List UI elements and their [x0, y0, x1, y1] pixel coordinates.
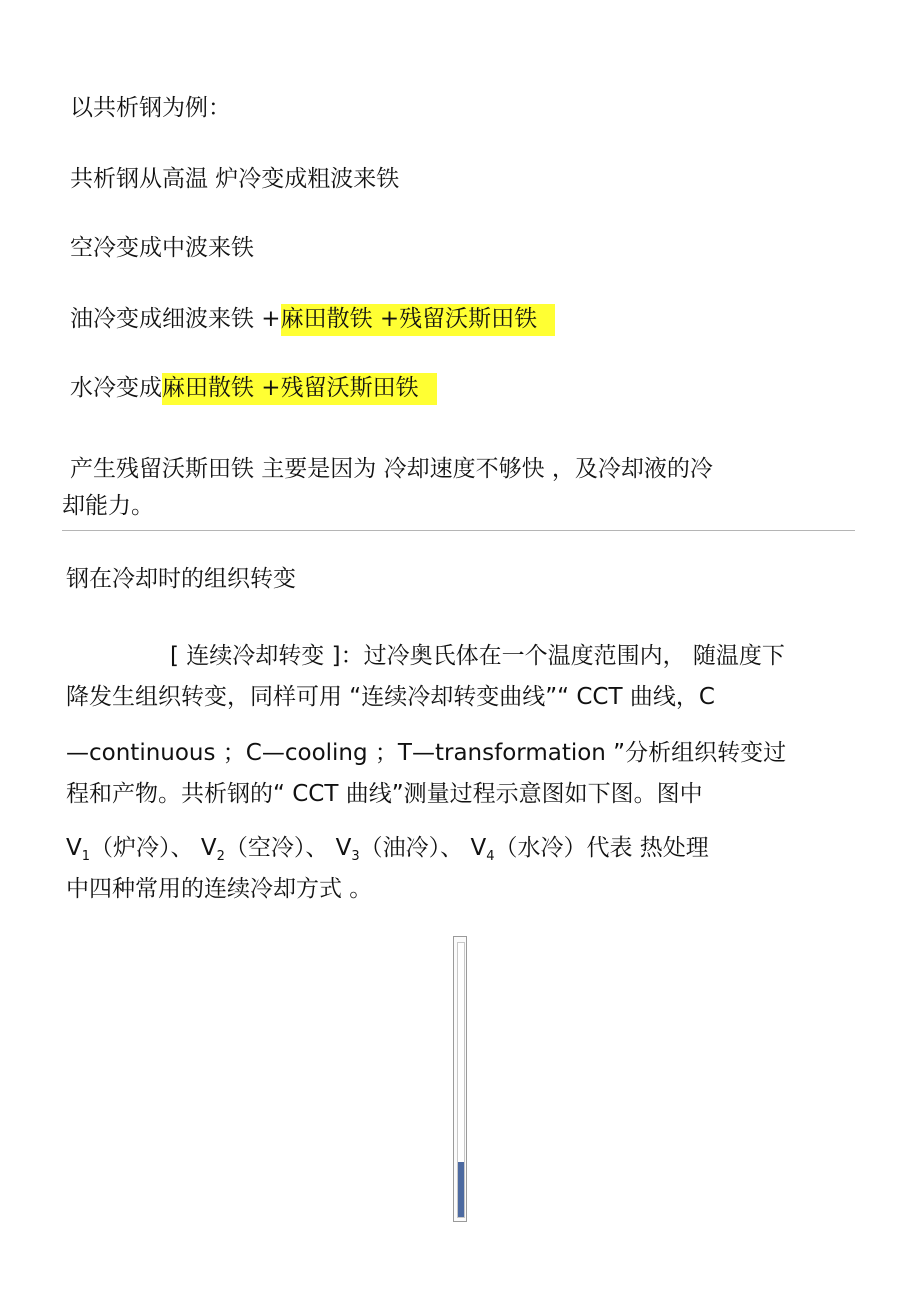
v-subscript-4: 4: [486, 849, 495, 864]
oil-cooling-text: 油冷变成细波来铁 +: [70, 306, 281, 332]
v-subscript-3: 3: [351, 849, 360, 864]
paragraph-line-4: 程和产物。共析钢的“ CCT 曲线”测量过程示意图如下图。图中: [66, 781, 703, 807]
paragraph-line-2: 降发生组织转变，同样可用 “连续冷却转变曲线”“ CCT 曲线，C: [66, 684, 715, 710]
v-label: V: [66, 835, 82, 861]
paragraph-line-1: [ 连续冷却转变 ]：过冷奥氏体在一个温度范围内， 随温度下: [170, 643, 785, 669]
line-water-cooling: [70, 372, 437, 404]
line-furnace-cooling: 共析钢从高温 炉冷变成粗波来铁: [70, 166, 400, 192]
line-air-cooling: 空冷变成中波来铁: [70, 235, 254, 261]
line-retained-austenite: 产生残留沃斯田铁 主要是因为 冷却速度不够快 ，及冷却液的冷: [70, 456, 713, 482]
line-intro: 以共析钢为例：: [70, 95, 231, 121]
vertical-scrollbar[interactable]: [453, 936, 467, 1222]
furnace-label: （炉冷）、 V: [90, 835, 217, 861]
water-label: （水冷）代表 热处理: [494, 835, 709, 861]
line-cooling-ability: 却能力。: [62, 493, 154, 519]
water-cooling-text: 水冷变成: [70, 375, 162, 401]
air-label: （空冷）、 V: [224, 835, 352, 861]
line-oil-cooling: [70, 303, 555, 335]
paragraph-line-6: 中四种常用的连续冷却方式 。: [66, 876, 373, 902]
section-heading: 钢在冷却时的组织转变: [66, 566, 296, 592]
v-subscript-1: 1: [81, 849, 91, 864]
v-subscript-2: 2: [216, 849, 225, 864]
oil-cooling-highlight: 麻田散铁 +残留沃斯田铁: [281, 304, 556, 336]
scrollbar-track[interactable]: [457, 942, 465, 1218]
paragraph-line-5: [66, 832, 709, 868]
water-cooling-highlight: 麻田散铁 +残留沃斯田铁: [162, 373, 437, 405]
section-divider: [62, 530, 855, 531]
scrollbar-thumb[interactable]: [458, 1162, 464, 1217]
paragraph-line-3: —continuous ；C—cooling ；T—transformation ”分析组织转变过: [66, 740, 787, 766]
oil-label: （油冷）、 V: [359, 835, 487, 861]
